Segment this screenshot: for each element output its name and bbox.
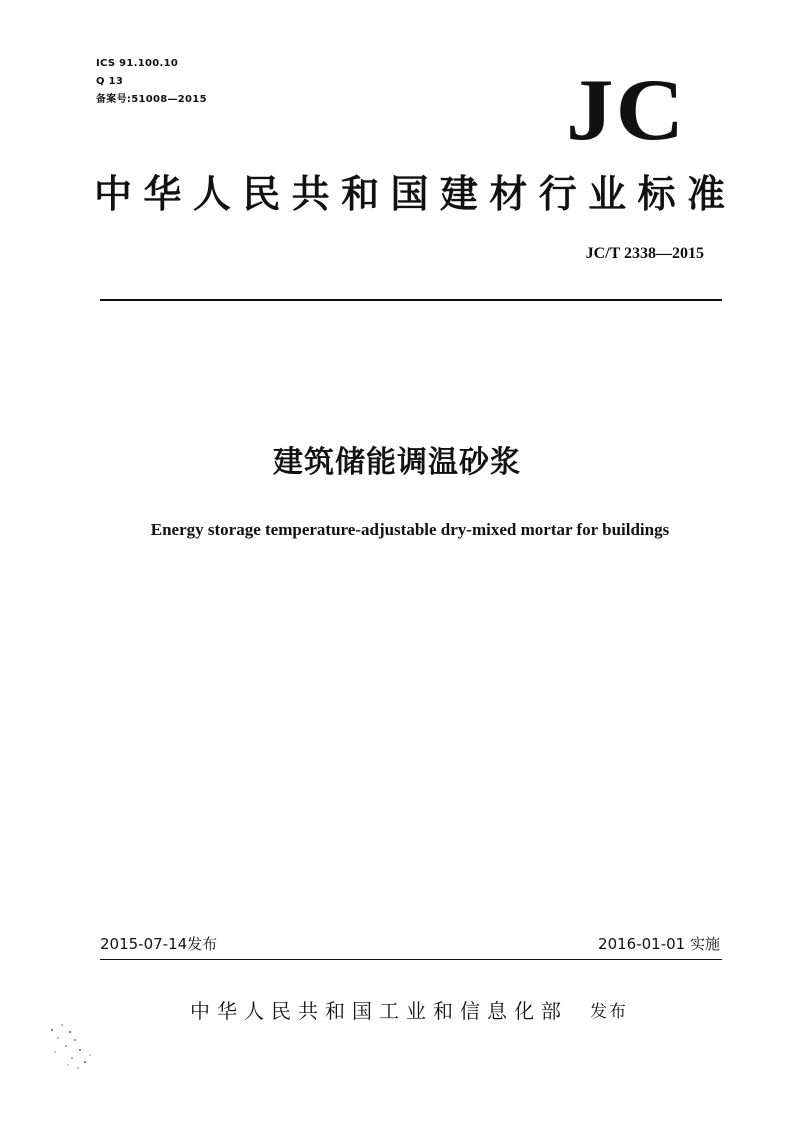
issue-action-label: 发布 [590, 1002, 628, 1022]
issuing-authority: 中华人民共和国工业和信息化部 [190, 999, 568, 1023]
bottom-divider [100, 959, 722, 960]
standard-number: JC/T 2338—2015 [585, 245, 704, 262]
ccs-code: Q 13 [96, 76, 124, 87]
standard-category-heading: 中华人民共和国建材行业标准 [94, 172, 726, 216]
ics-code: ICS 91.100.10 [96, 58, 179, 69]
scan-noise-marks [40, 1010, 110, 1080]
record-number: 备案号:51008—2015 [96, 94, 207, 105]
english-title: Energy storage temperature-adjustable dry-mixed mortar for buildings [150, 520, 670, 539]
top-divider [100, 299, 722, 301]
issue-date: 2015-07-14发布 [100, 935, 218, 953]
effective-date: 2016-01-01 实施 [598, 935, 720, 953]
jc-logo: JC [566, 62, 687, 159]
chinese-title: 建筑储能调温砂浆 [273, 445, 521, 480]
